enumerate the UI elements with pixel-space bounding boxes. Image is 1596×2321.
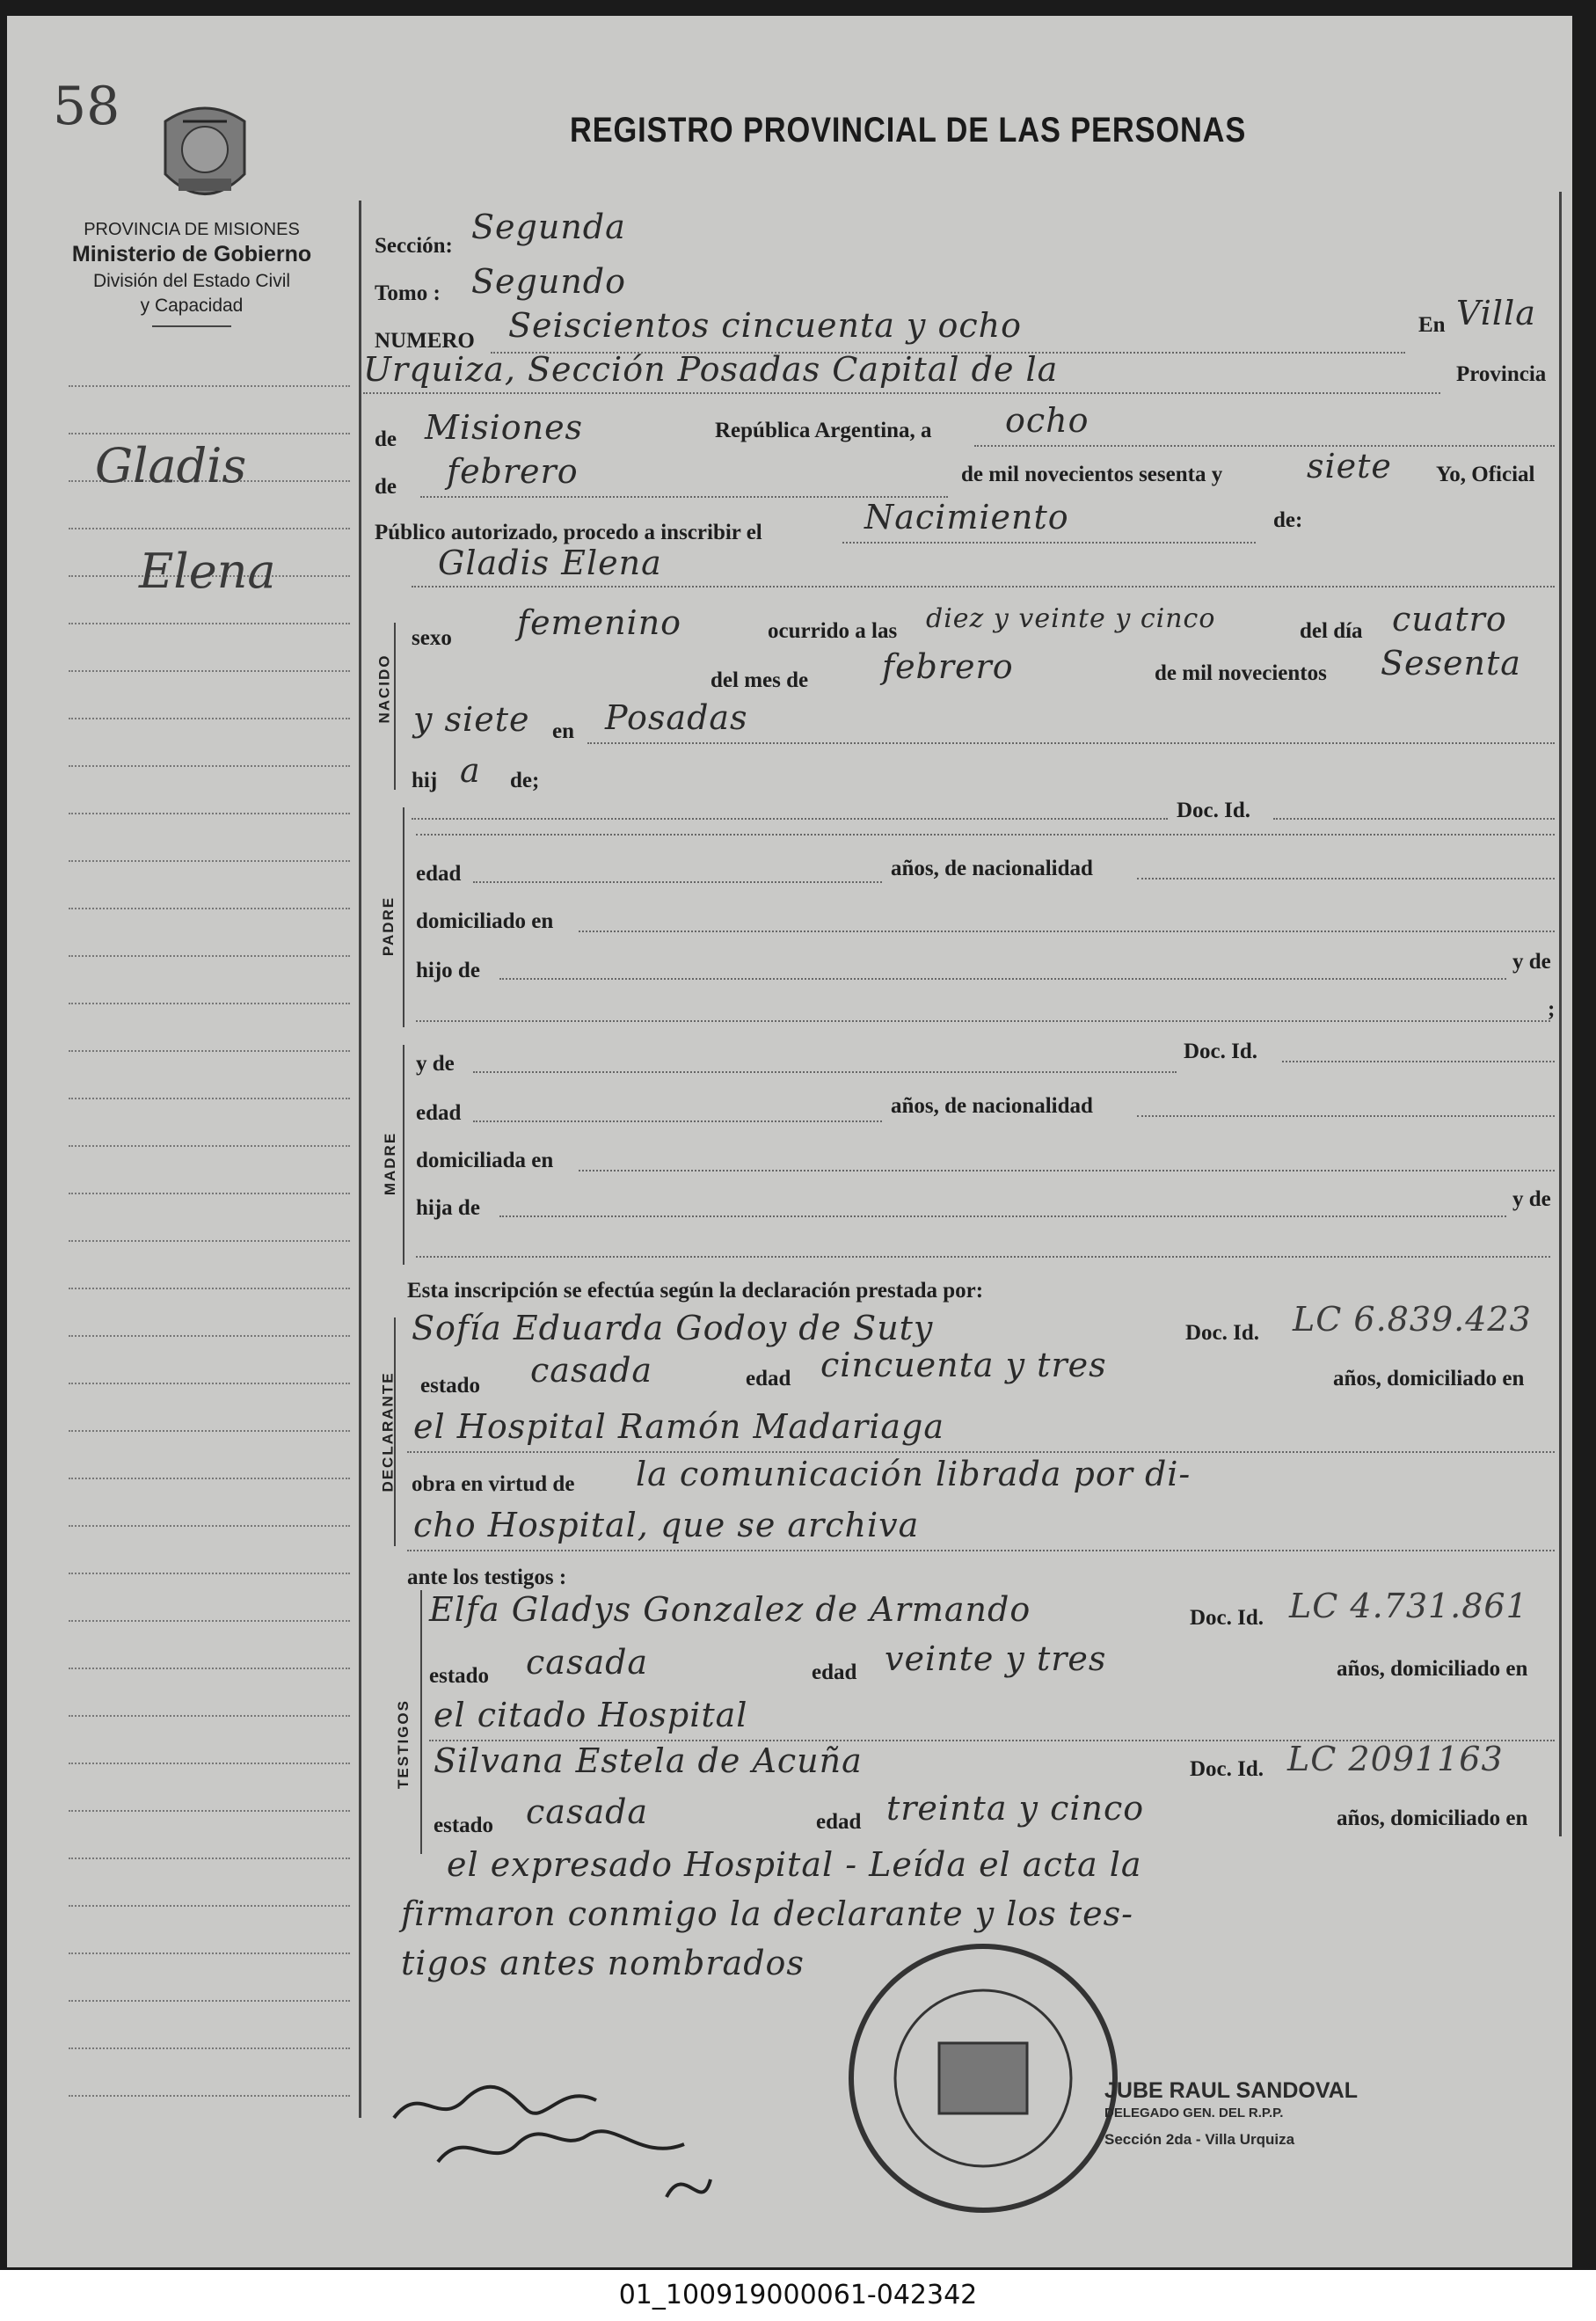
signatures-image: [385, 2065, 719, 2241]
label-edad-declarante: edad: [746, 1367, 791, 1390]
margin-line: [69, 1478, 350, 1479]
value-anio-nac2: y siete: [413, 700, 530, 739]
value-obra2: cho Hospital, que se archiva: [413, 1506, 920, 1544]
margin-line: [69, 1573, 350, 1574]
label-hijo-de: hijo de: [416, 959, 480, 982]
seal-signature-block: [1104, 2078, 1358, 2149]
margin-line: [69, 2047, 350, 2049]
office-division: División del Estado Civil: [92, 271, 291, 291]
margin-line: [69, 718, 350, 719]
margin-note-second-name: Elena: [139, 544, 276, 599]
margin-line: [69, 1335, 350, 1337]
madre-bracket: [403, 1045, 404, 1265]
margin-line: [69, 1763, 350, 1764]
label-de-provincia: de: [375, 427, 397, 451]
label-y-de-madre-end: y de: [1512, 1187, 1551, 1211]
value-hij-suffix: a: [460, 751, 481, 790]
margin-line: [69, 1098, 350, 1099]
value-declarante-edad: cincuenta y tres: [820, 1346, 1107, 1384]
value-tomo: Segundo: [471, 262, 626, 301]
value-lugar-nac: Posadas: [605, 698, 748, 737]
form-left-border: [359, 201, 361, 2118]
label-doc-id-testigo1: Doc. Id.: [1190, 1606, 1264, 1630]
label-anios-nac-padre: años, de nacionalidad: [891, 857, 1093, 880]
value-testigo2-doc: LC 2091163: [1287, 1740, 1504, 1778]
margin-line: [69, 1430, 350, 1432]
value-testigo2-nombre: Silvana Estela de Acuña: [434, 1741, 863, 1780]
label-hija-de: hija de: [416, 1196, 480, 1220]
margin-line: [69, 433, 350, 434]
margin-line: [69, 1620, 350, 1622]
value-declarante-nombre: Sofía Eduarda Godoy de Suty: [412, 1309, 934, 1347]
label-anios-dom-declarante: años, domiciliado en: [1333, 1367, 1525, 1390]
document-title: REGISTRO PROVINCIAL DE LAS PERSONAS: [570, 111, 1247, 150]
margin-line: [69, 1003, 350, 1004]
value-testigo2-edad: treinta y cinco: [886, 1789, 1145, 1828]
seal-role: DELEGADO GEN. DEL R.P.P.: [1104, 2106, 1284, 2120]
section-nacido: NACIDO: [375, 653, 393, 724]
seal-seccion: Sección 2da - Villa Urquiza: [1104, 2131, 1295, 2148]
label-doc-id-testigo2: Doc. Id.: [1190, 1757, 1264, 1781]
label-republica: República Argentina, a: [715, 419, 932, 442]
seal-name: JUBE RAUL SANDOVAL: [1104, 2078, 1358, 2103]
padre-bracket: [403, 807, 404, 1027]
margin-line: [69, 813, 350, 814]
label-edad-testigo2: edad: [816, 1810, 862, 1834]
value-testigo1-estado: casada: [526, 1643, 649, 1682]
value-hora: diez y veinte y cinco: [926, 603, 1216, 634]
label-sexo: sexo: [412, 626, 452, 650]
margin-line: [69, 1145, 350, 1147]
margin-line: [69, 1858, 350, 1859]
nacido-bracket: [394, 623, 396, 790]
margin-line: [69, 1668, 350, 1669]
margin-line: [69, 765, 350, 767]
footer-image-id: 01_100919000061-042342: [0, 2270, 1596, 2321]
value-dia: ocho: [1005, 401, 1090, 440]
label-domiciliado-padre: domiciliado en: [416, 909, 554, 933]
section-declarante: DECLARANTE: [379, 1371, 397, 1493]
label-tomo: Tomo :: [375, 281, 441, 305]
margin-line: [69, 623, 350, 624]
value-sexo: femenino: [517, 603, 682, 642]
value-testigo1-doc: LC 4.731.861: [1289, 1587, 1528, 1625]
label-edad-madre: edad: [416, 1101, 462, 1125]
label-publico: Público autorizado, procedo a inscribir el: [375, 521, 762, 544]
margin-line: [69, 670, 350, 672]
value-declarante-doc: LC 6.839.423: [1293, 1300, 1532, 1339]
value-mes: febrero: [447, 452, 579, 491]
margin-line: [69, 1193, 350, 1194]
value-dia-nac: cuatro: [1392, 600, 1507, 639]
value-en-lugar: Villa: [1456, 294, 1536, 332]
margin-line: [69, 1240, 350, 1242]
label-hij: hij: [412, 769, 438, 792]
value-testigo1-edad: veinte y tres: [885, 1639, 1107, 1678]
label-mil-novecientos: de mil novecientos: [1155, 661, 1327, 685]
margin-line: [69, 528, 350, 529]
value-cierre3: tigos antes nombrados: [401, 1944, 805, 1982]
label-numero: NUMERO: [375, 329, 475, 353]
value-acto: Nacimiento: [864, 498, 1069, 536]
margin-line: [69, 1525, 350, 1527]
label-de-colon: de:: [1273, 508, 1303, 532]
value-declarante-estado: casada: [530, 1351, 653, 1390]
testigos-bracket: [420, 1590, 422, 1854]
section-padre: PADRE: [380, 895, 397, 957]
label-doc-id-nacido: Doc. Id.: [1177, 799, 1251, 822]
label-en-lugar-nac: en: [552, 719, 574, 743]
value-testigo1-nombre: Elfa Gladys Gonzalez de Armando: [429, 1590, 1031, 1629]
value-mes-nac: febrero: [882, 647, 1014, 686]
value-nombre: Gladis Elena: [438, 544, 662, 582]
value-declarante-dom: el Hospital Ramón Madariaga: [413, 1407, 944, 1446]
value-testigo1-dom: el citado Hospital: [434, 1696, 748, 1734]
label-obra: obra en virtud de: [412, 1472, 575, 1496]
label-edad-testigo1: edad: [812, 1660, 857, 1684]
section-madre: MADRE: [382, 1131, 399, 1196]
label-de-mes: de: [375, 475, 397, 499]
value-testigo2-estado: casada: [526, 1792, 649, 1831]
value-obra1: la comunicación librada por di-: [636, 1455, 1192, 1493]
value-lugar2: Urquiza, Sección Posadas Capital de la: [363, 350, 1059, 389]
label-anios-nac-madre: años, de nacionalidad: [891, 1094, 1093, 1118]
value-numero: Seiscientos cincuenta y ocho: [508, 306, 1022, 345]
margin-line: [69, 1288, 350, 1289]
official-seal-stamp-icon: [842, 1938, 1124, 2219]
value-anio-nac: Sesenta: [1381, 644, 1521, 682]
label-edad-padre: edad: [416, 862, 462, 886]
provincial-crest-icon: [148, 95, 262, 218]
label-estado-declarante: estado: [420, 1374, 481, 1398]
label-de-semi: de;: [510, 769, 540, 792]
issuing-office: [42, 220, 341, 327]
margin-note-first-name: Gladis: [95, 438, 247, 493]
margin-line: [69, 860, 350, 862]
value-anio: siete: [1307, 447, 1392, 485]
label-anios-dom-testigo1: años, domiciliado en: [1337, 1657, 1528, 1681]
margin-line: [69, 2095, 350, 2097]
value-provincia: Misiones: [425, 408, 584, 447]
label-domiciliada-madre: domiciliada en: [416, 1149, 554, 1172]
value-seccion: Segunda: [471, 208, 626, 246]
margin-line: [69, 955, 350, 957]
margin-line: [69, 1952, 350, 1954]
label-declaracion: Esta inscripción se efectúa según la declaración prestada por:: [407, 1279, 984, 1303]
office-province: PROVINCIA DE MISIONES: [84, 220, 300, 239]
label-del-dia: del día: [1300, 619, 1363, 643]
label-del-mes: del mes de: [711, 668, 809, 692]
document-page: [7, 16, 1572, 2267]
label-provincia: Provincia: [1456, 362, 1547, 386]
label-ocurrido: ocurrido a las: [768, 619, 898, 643]
margin-line: [69, 385, 350, 387]
label-y-de-padre: y de: [1512, 950, 1551, 974]
value-cierre1: el expresado Hospital - Leída el acta la: [447, 1845, 1142, 1884]
label-anios-dom-testigo2: años, domiciliado en: [1337, 1806, 1528, 1830]
section-testigos: TESTIGOS: [394, 1699, 412, 1789]
value-cierre2: firmaron conmigo la declarante y los tes-: [401, 1894, 1133, 1933]
page-number: 58: [53, 76, 120, 137]
label-estado-testigo2: estado: [434, 1814, 494, 1837]
margin-line: [69, 1383, 350, 1384]
margin-line: [69, 1050, 350, 1052]
label-mil-sesenta: de mil novecientos sesenta y: [961, 463, 1223, 486]
label-semicolon-padre: ;: [1548, 997, 1556, 1021]
label-estado-testigo1: estado: [429, 1664, 490, 1688]
form-right-border: [1559, 192, 1562, 1836]
office-ministry: Ministerio de Gobierno: [71, 242, 312, 266]
office-capacity: y Capacidad: [140, 296, 244, 316]
margin-line: [69, 1905, 350, 1907]
office-rule: [152, 325, 231, 327]
label-seccion: Sección:: [375, 234, 453, 258]
label-y-de-madre: y de: [416, 1052, 455, 1076]
margin-line: [69, 1810, 350, 1812]
label-yo-oficial: Yo, Oficial: [1436, 463, 1535, 486]
label-testigos: ante los testigos :: [407, 1566, 567, 1589]
label-en: En: [1418, 313, 1446, 337]
margin-line: [69, 1715, 350, 1717]
label-doc-id-madre: Doc. Id.: [1184, 1040, 1258, 1063]
margin-line: [69, 908, 350, 909]
margin-line: [69, 2000, 350, 2002]
label-doc-id-declarante: Doc. Id.: [1185, 1321, 1260, 1345]
